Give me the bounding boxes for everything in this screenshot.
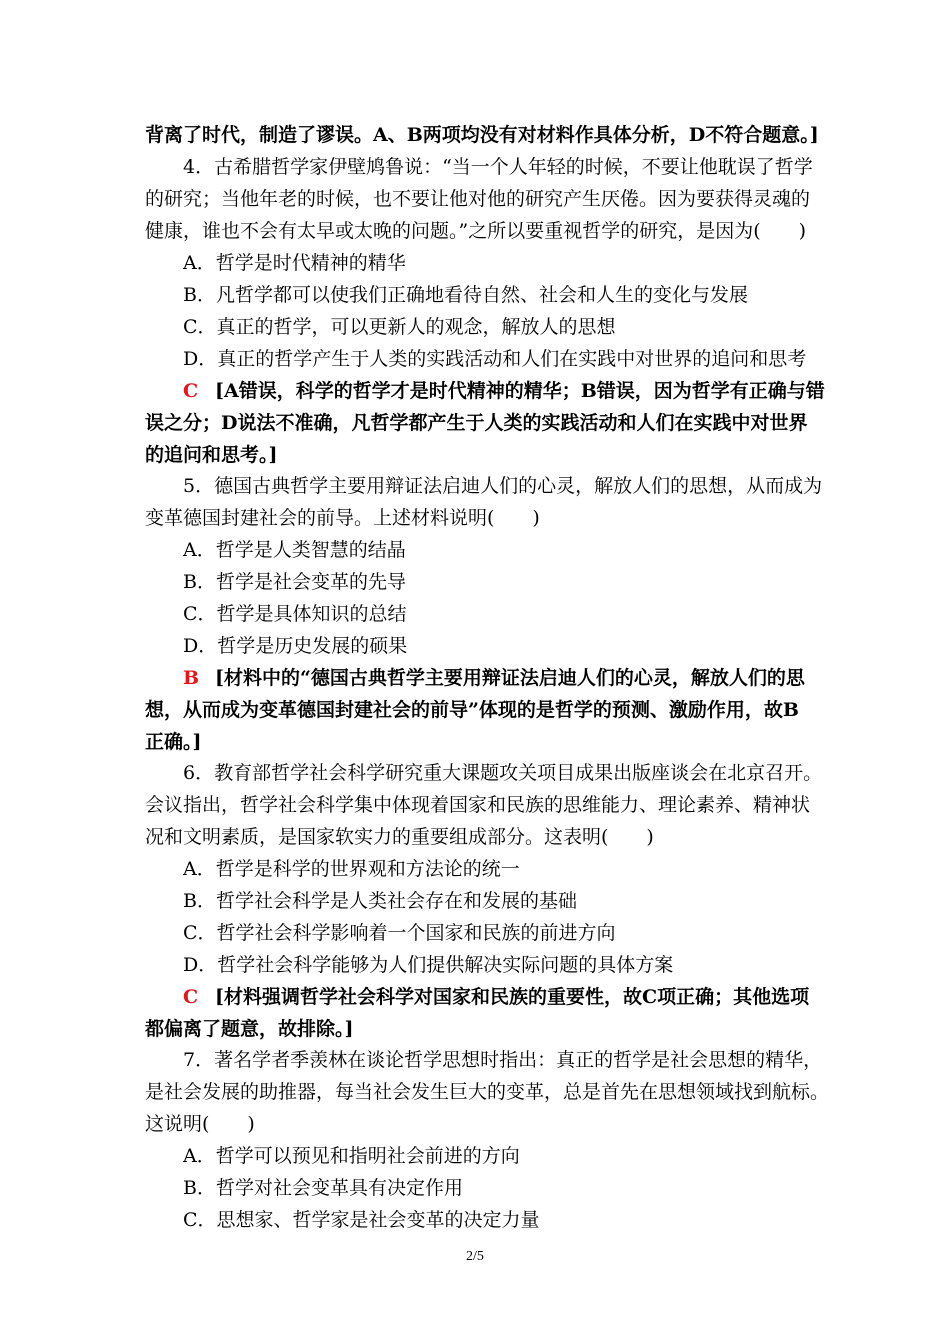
question-5-stem: 5．德国古典哲学主要用辩证法启迪人们的心灵，解放人们的思想，从而成为 <box>183 475 823 497</box>
option-b: B．哲学社会科学是人类社会存在和发展的基础 <box>183 890 577 912</box>
question-4-stem: 健康，谁也不会有太早或太晚的问题。”之所以要重视哲学的研究，是因为( ) <box>145 220 807 242</box>
question-4-stem: 4．古希腊哲学家伊壁鸠鲁说：“当一个人年轻的时候，不要让他耽误了哲学 <box>183 156 813 178</box>
option-d: D．哲学是历史发展的硕果 <box>183 635 408 657</box>
option-b: B．哲学对社会变革具有决定作用 <box>183 1177 463 1199</box>
question-7-stem: 是社会发展的助推器，每当社会发生巨大的变革，总是首先在思想领域找到航标。 <box>145 1081 830 1103</box>
option-a: A．哲学是时代精神的精华 <box>183 252 406 274</box>
question-7-stem: 7．著名学者季羡林在谈论哲学思想时指出：真正的哲学是社会思想的精华， <box>183 1049 823 1071</box>
answer-letter: B <box>183 667 200 689</box>
option-c: C．真正的哲学，可以更新人的观念，解放人的思想 <box>183 316 616 338</box>
option-b: B．凡哲学都可以使我们正确地看待自然、社会和人生的变化与发展 <box>183 284 748 306</box>
answer-line <box>183 985 809 1009</box>
explanation-line: 背离了时代，制造了谬误。A、B两项均没有对材料作具体分析，D不符合题意。] <box>145 124 819 146</box>
option-a: A．哲学可以预见和指明社会前进的方向 <box>183 1145 520 1167</box>
question-6-stem: 况和文明素质，是国家软实力的重要组成部分。这表明( ) <box>145 826 654 848</box>
option-a: A．哲学是科学的世界观和方法论的统一 <box>183 858 520 880</box>
question-6-stem: 会议指出，哲学社会科学集中体现着国家和民族的思维能力、理论素养、精神状 <box>145 794 811 816</box>
answer-explanation: 误之分；D说法不准确，凡哲学都产生于人类的实践活动和人们在实践中对世界 <box>145 412 808 434</box>
option-c: C．思想家、哲学家是社会变革的决定力量 <box>183 1209 540 1231</box>
option-c: C．哲学是具体知识的总结 <box>183 603 407 625</box>
answer-explanation: [材料中的“德国古典哲学主要用辩证法启迪人们的心灵，解放人们的思 <box>215 667 805 689</box>
page-number: 2/5 <box>466 1249 484 1264</box>
answer-letter: C <box>183 380 199 402</box>
answer-line <box>183 666 805 690</box>
option-c: C．哲学社会科学影响着一个国家和民族的前进方向 <box>183 922 616 944</box>
question-6-stem: 6．教育部哲学社会科学研究重大课题攻关项目成果出版座谈会在北京召开。 <box>183 762 823 784</box>
answer-explanation: 的追问和思考。] <box>145 444 278 466</box>
option-a: A．哲学是人类智慧的结晶 <box>183 539 406 561</box>
answer-line <box>183 379 825 403</box>
question-4-stem: 的研究；当他年老的时候，也不要让他对他的研究产生厌倦。因为要获得灵魂的 <box>145 188 811 210</box>
option-d: D．真正的哲学产生于人类的实践活动和人们在实践中对世界的追问和思考 <box>183 348 807 370</box>
answer-explanation: 想，从而成为变革德国封建社会的前导”体现的是哲学的预测、激励作用，故B <box>145 699 799 721</box>
option-d: D．哲学社会科学能够为人们提供解决实际问题的具体方案 <box>183 954 674 976</box>
question-5-stem: 变革德国封建社会的前导。上述材料说明( ) <box>145 507 540 529</box>
answer-explanation: [材料强调哲学社会科学对国家和民族的重要性，故C项正确；其他选项 <box>215 986 810 1008</box>
answer-explanation: [A错误，科学的哲学才是时代精神的精华；B错误，因为哲学有正确与错 <box>215 380 825 402</box>
option-b: B．哲学是社会变革的先导 <box>183 571 406 593</box>
answer-explanation: 都偏离了题意，故排除。] <box>145 1018 354 1040</box>
answer-letter: C <box>183 986 199 1008</box>
answer-explanation: 正确。] <box>145 731 202 753</box>
question-7-stem: 这说明( ) <box>145 1113 255 1135</box>
